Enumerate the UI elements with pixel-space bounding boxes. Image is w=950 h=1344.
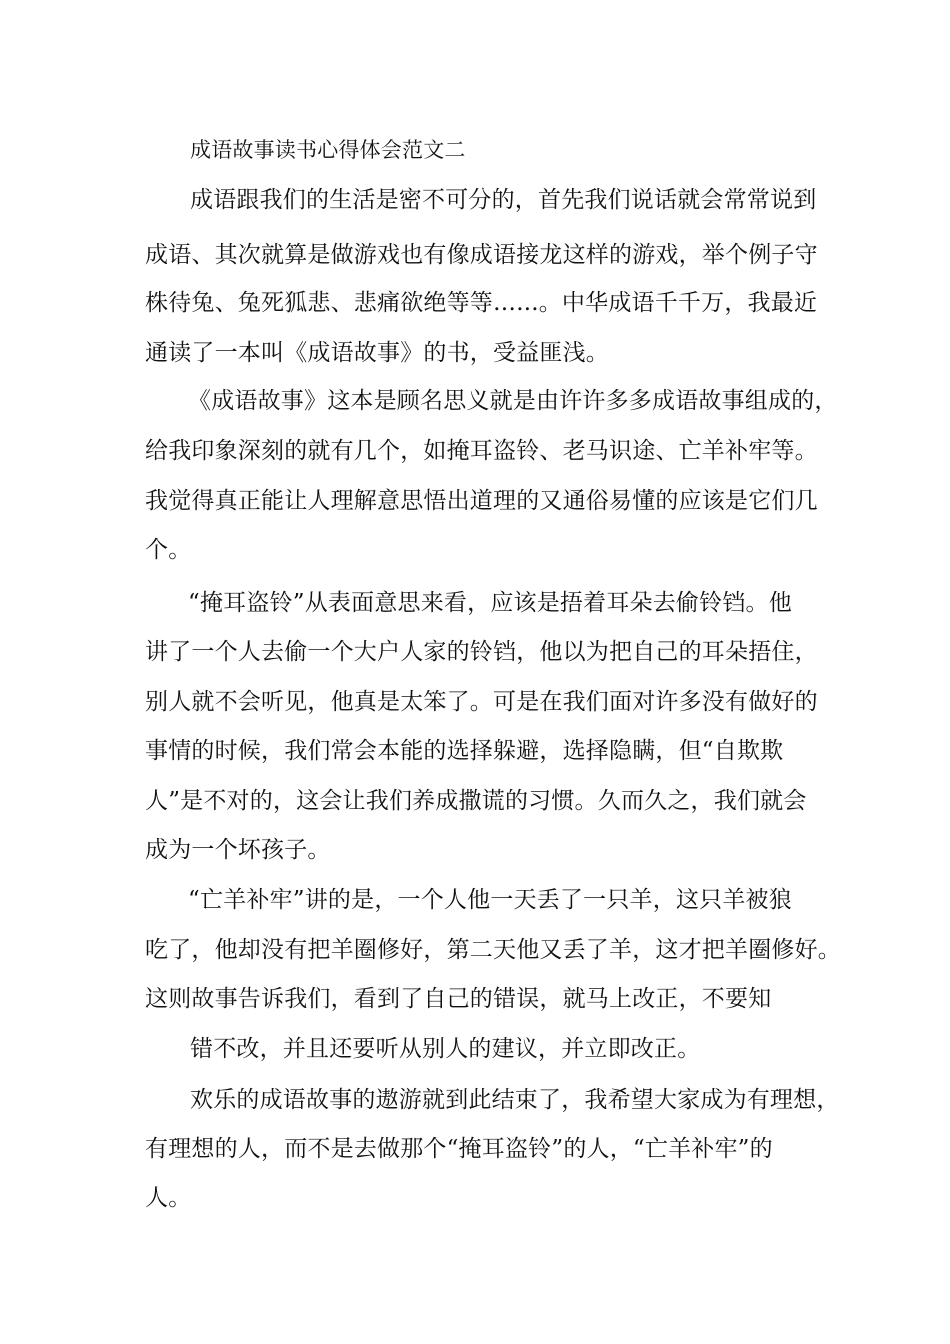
paragraph-line: 《成语故事》这本是顾名思义就是由许许多多成语故事组成的， <box>188 388 838 414</box>
paragraph-line: 株待兔、兔死狐悲、悲痛欲绝等等…...。中华成语千千万，我最近 <box>145 290 818 316</box>
paragraph-line: 成为一个坏孩子。 <box>145 837 331 863</box>
paragraph-line: 这则故事告诉我们，看到了自己的错误，就马上改正，不要知 <box>145 986 772 1012</box>
paragraph-line: 成语跟我们的生活是密不可分的，首先我们说话就会常常说到 <box>190 187 817 213</box>
paragraph-line: 讲了一个人去偷一个大户人家的铃铛，他以为把自己的耳朵捂住， <box>145 639 818 665</box>
paragraph-line: 通读了一本叫《成语故事》的书，受益匪浅。 <box>145 340 609 366</box>
paragraph-line: 成语、其次就算是做游戏也有像成语接龙这样的游戏，举个例子守 <box>145 242 818 268</box>
paragraph-line: 错不改，并且还要听从别人的建议，并立即改正。 <box>190 1036 701 1062</box>
paragraph-line: 欢乐的成语故事的遨游就到此结束了，我希望大家成为有理想， <box>190 1087 840 1113</box>
document-title: 成语故事读书心得体会范文二 <box>190 138 466 162</box>
paragraph-line: 个。 <box>145 537 192 563</box>
paragraph-line: “掩耳盗铃”从表面意思来看，应该是捂着耳朵去偷铃铛。他 <box>188 590 792 616</box>
paragraph-line: 人”是不对的，这会让我们养成撒谎的习惯。久而久之，我们就会 <box>145 788 807 814</box>
paragraph-line: 事情的时候，我们常会本能的选择躲避，选择隐瞒，但“自欺欺 <box>145 738 784 764</box>
paragraph-line: 吃了，他却没有把羊圈修好，第二天他又丢了羊，这才把羊圈修好。 <box>145 937 841 963</box>
paragraph-line: 给我印象深刻的就有几个，如掩耳盗铃、老马识途、亡羊补牢等。 <box>145 438 818 464</box>
paragraph-line: 有理想的人，而不是去做那个“掩耳盗铃”的人，“亡羊补牢”的 <box>145 1136 773 1162</box>
paragraph-line: 别人就不会听见，他真是太笨了。可是在我们面对许多没有做好的 <box>145 689 818 715</box>
paragraph-line: 我觉得真正能让人理解意思悟出道理的又通俗易懂的应该是它们几 <box>145 488 818 514</box>
paragraph-line: 人。 <box>145 1185 192 1211</box>
paragraph-line: “亡羊补牢”讲的是，一个人他一天丢了一只羊，这只羊被狼 <box>188 887 792 913</box>
